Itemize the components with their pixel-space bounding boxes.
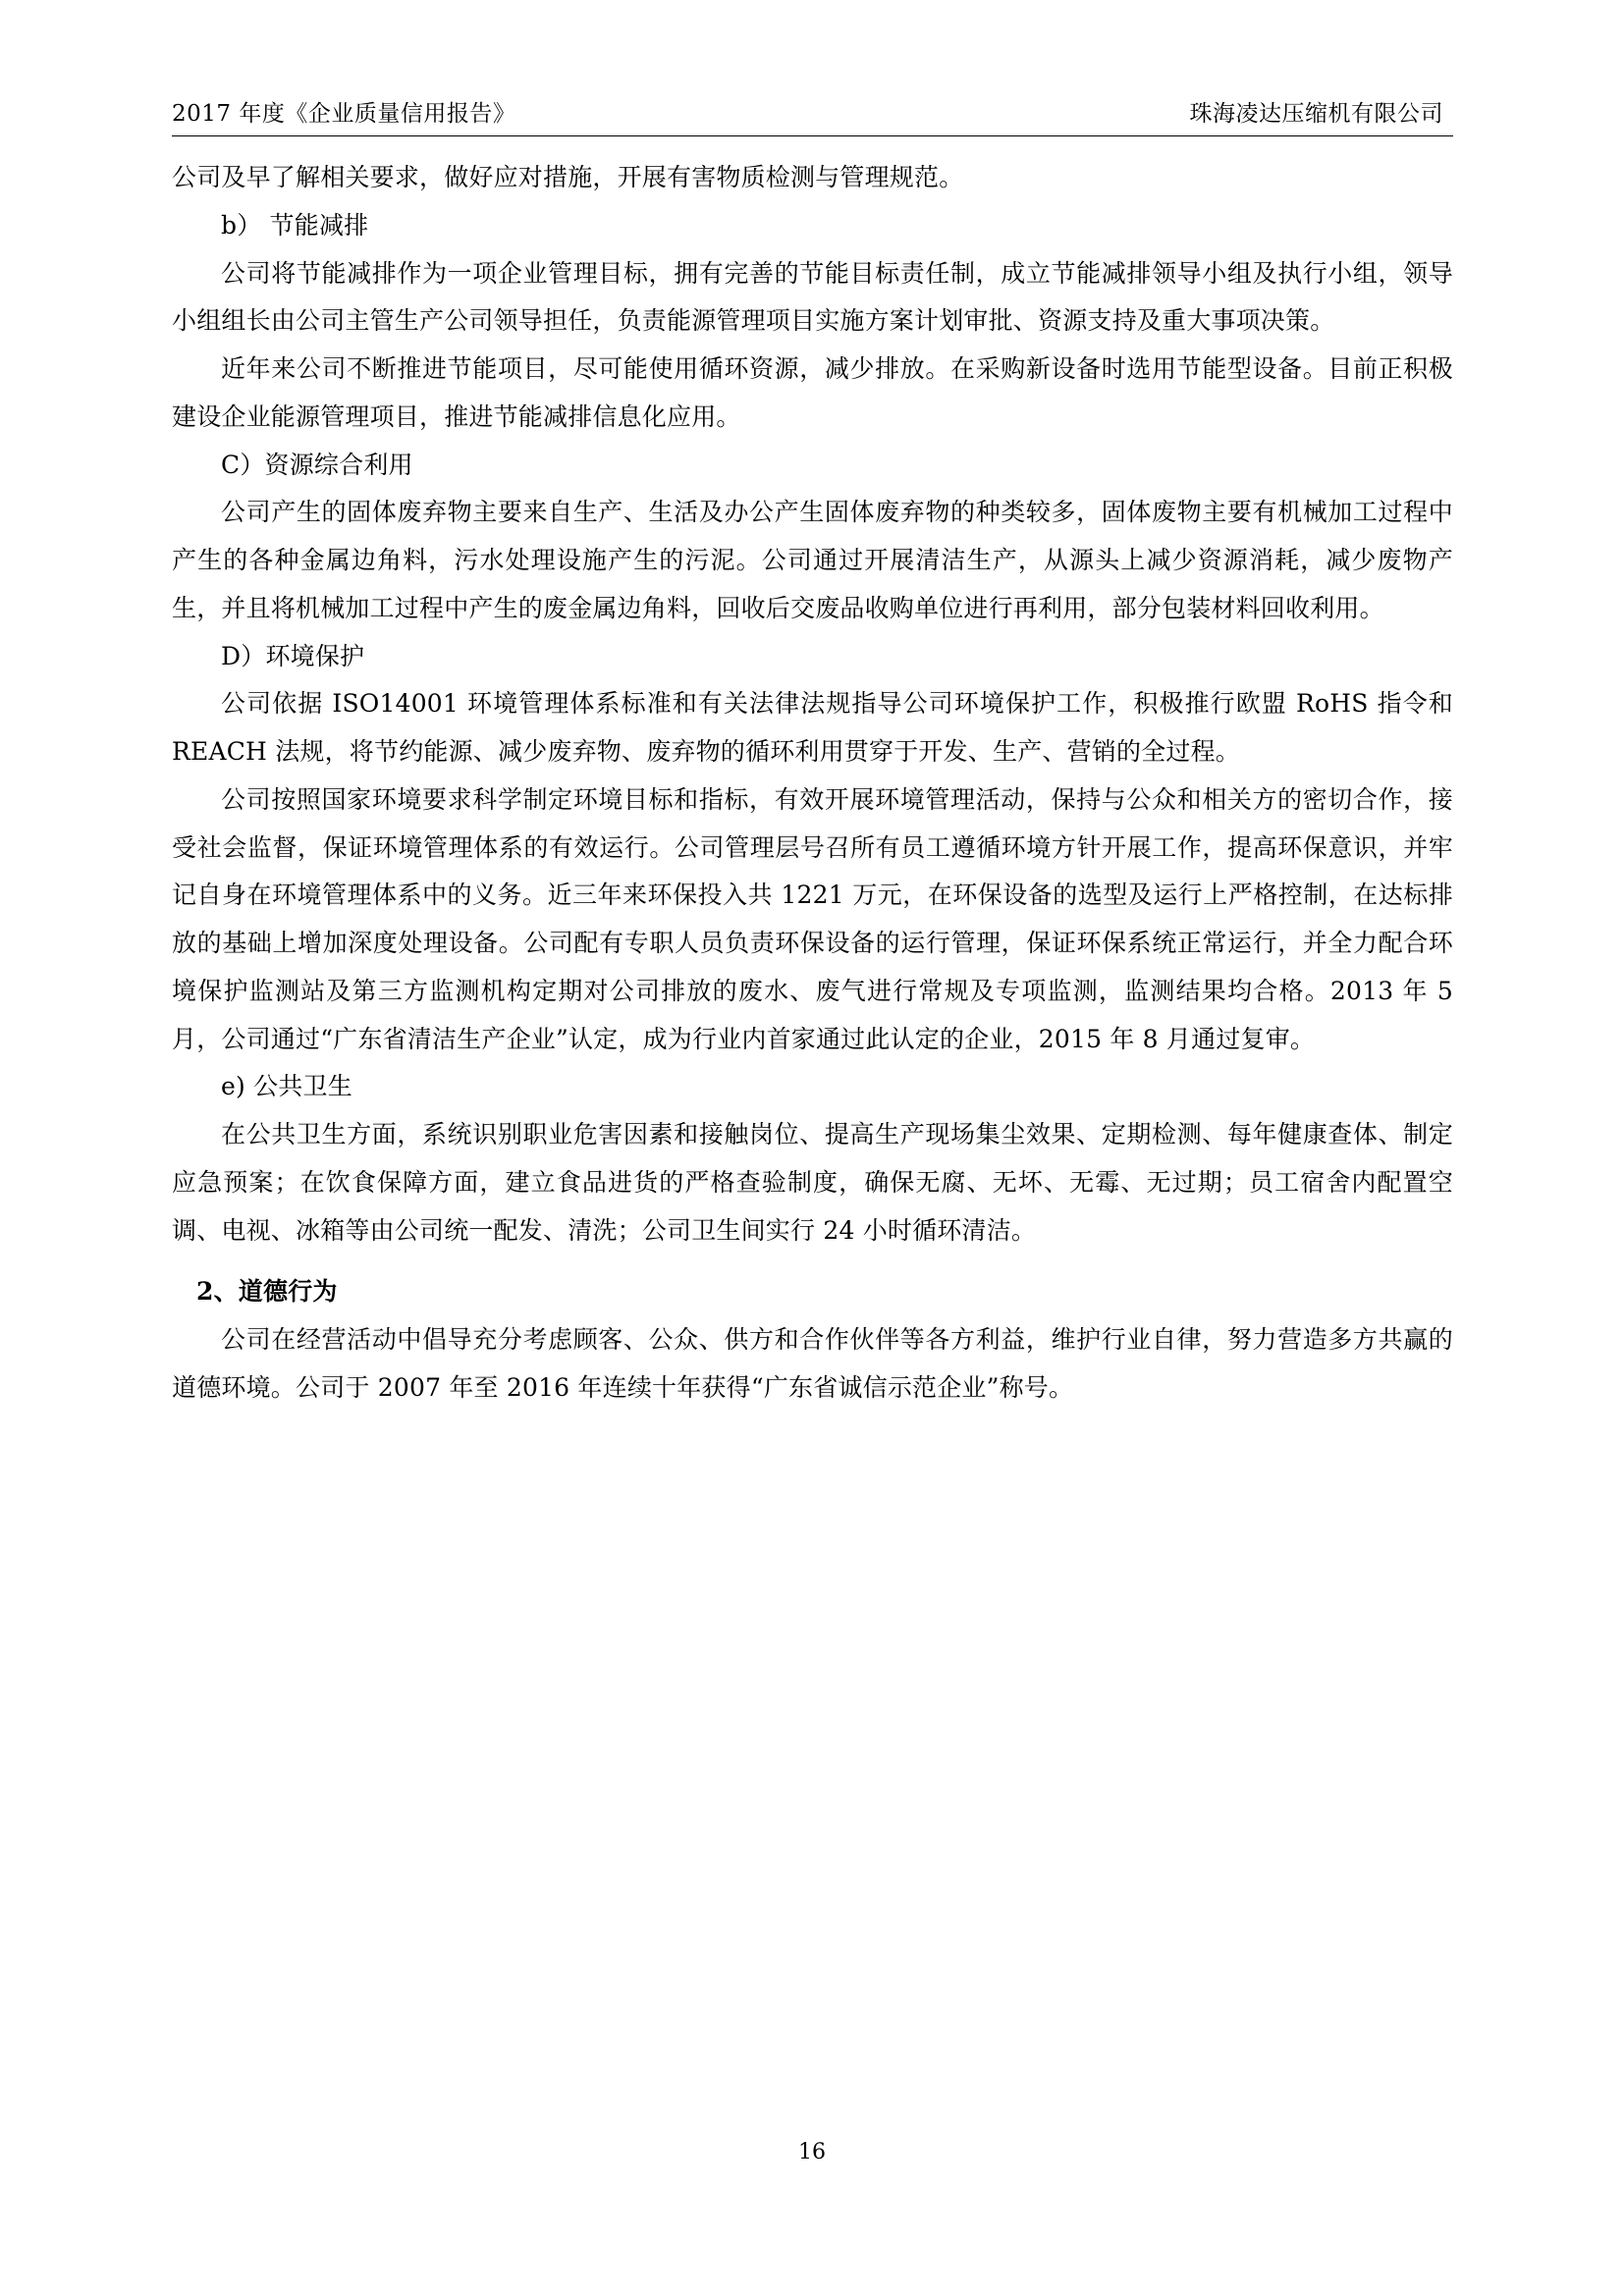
paragraph-8: 公司依据 ISO14001 环境管理体系标准和有关法律法规指导公司环境保护工作，积极推行欧盟 RoHS 指令和 REACH 法规，将节约能源、减少废弃物、废弃物的循环利用贯穿于开发、生产、营销的全过程。 — [172, 689, 1453, 767]
header-report-title: 2017 年度《企业质量信用报告》 — [172, 101, 516, 127]
paragraph-6: 公司产生的固体废弃物主要来自生产、生活及办公产生固体废弃物的种类较多，固体废物主要有机械加工过程中产生的各种金属边角料，污水处理设施产生的污泥。公司通过开展清洁生产，从源头上减少资源消耗，减少废物产生，并且将机械加工过程中产生的废金属边角料，回收后交废品收购单位进行再利用，部分包装材料回收利用。 — [172, 498, 1453, 622]
paragraph-13: 公司在经营活动中倡导充分考虑顾客、公众、供方和合作伙伴等各方利益，维护行业自律，努力营造多方共赢的道德环境。公司于 2007 年至 2016 年连续十年获得“广东省诚信示范企业”称号。 — [172, 1325, 1453, 1402]
paragraph-9: 公司按照国家环境要求科学制定环境目标和指标，有效开展环境管理活动，保持与公众和相关方的密切合作，接受社会监督，保证环境管理体系的有效运行。公司管理层号召所有员工遵循环境方针开展工作，提高环保意识，并牢记自身在环境管理体系中的义务。近三年来环保投入共 1221 万元，在环保设备的选型及运行上严格控制，在达标排放的基础上增加深度处理设备。公司配有专职人员负责环保设备的运行管理，保证环保系统正常运行，并全力配合环境保护监测站及第三方监测机构定期对公司排放的废水、废气进行常规及专项监测，监测结果均合格。2013 年 5 月，公司通过“广东省清洁生产企业”认定，成为行业内首家通过此认定的企业，2015 年 8 月通过复审。 — [172, 784, 1453, 1053]
body-text — [172, 154, 1453, 1413]
heading-ethical-behavior: 2、道德行为 — [196, 1277, 338, 1307]
header-company-name: 珠海凌达压缩机有限公司 — [1189, 101, 1443, 127]
page-number: 16 — [798, 2140, 826, 2164]
paragraph-4: 近年来公司不断推进节能项目，尽可能使用循环资源，减少排放。在采购新设备时选用节能型设备。目前正积极建设企业能源管理项目，推进节能减排信息化应用。 — [172, 354, 1453, 431]
paragraph-3: 公司将节能减排作为一项企业管理目标，拥有完善的节能目标责任制，成立节能减排领导小组及执行小组，领导小组组长由公司主管生产公司领导担任，负责能源管理项目实施方案计划审批、资源支持及重大事项决策。 — [172, 258, 1453, 336]
subheading-energy-saving: b） 节能减排 — [221, 210, 369, 240]
page-header — [172, 98, 1453, 136]
subheading-resource-utilization: C）资源综合利用 — [221, 450, 413, 479]
subheading-public-health: e) 公共卫生 — [221, 1072, 352, 1101]
paragraph-11: 在公共卫生方面，系统识别职业危害因素和接触岗位、提高生产现场集尘效果、定期检测、每年健康查体、制定应急预案；在饮食保障方面，建立食品进货的严格查验制度，确保无腐、无坏、无霉、无过期；员工宿舍内配置空调、电视、冰箱等由公司统一配发、清洗；公司卫生间实行 24 小时循环清洁。 — [172, 1120, 1453, 1245]
paragraph-1: 公司及早了解相关要求，做好应对措施，开展有害物质检测与管理规范。 — [172, 163, 964, 192]
subheading-environmental-protection: D）环境保护 — [221, 641, 365, 670]
page-content — [172, 98, 1453, 1413]
